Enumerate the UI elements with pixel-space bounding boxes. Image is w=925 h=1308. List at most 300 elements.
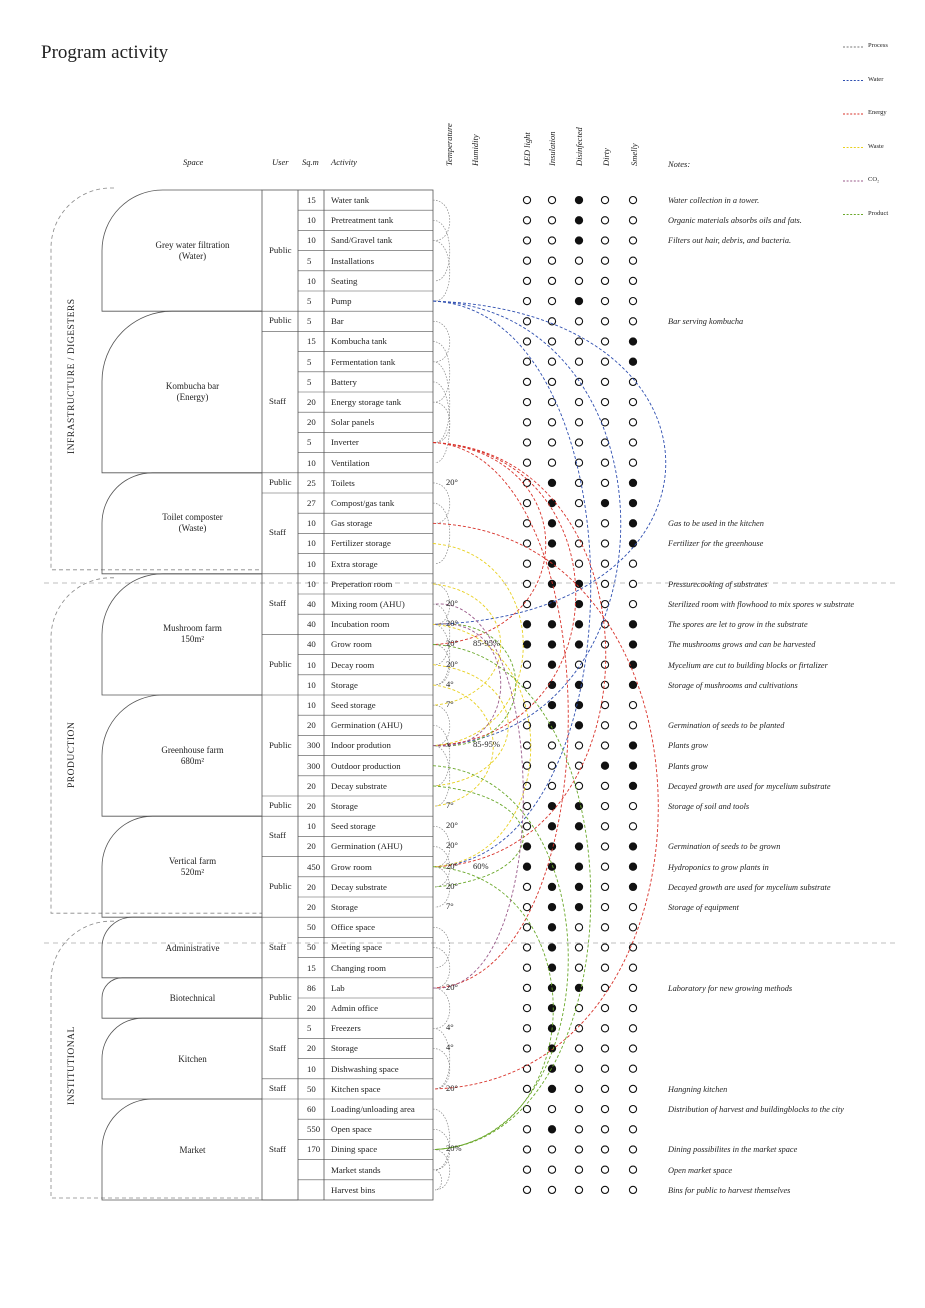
- indicator-dot: [601, 318, 608, 325]
- indicator-dot: [575, 924, 582, 931]
- space-sub: 680m²: [180, 755, 205, 766]
- indicator-dot: [523, 924, 530, 931]
- indicator-dot: [548, 540, 555, 547]
- space-6: [130, 943, 255, 954]
- indicator-dot: [629, 621, 636, 628]
- indicator-dot: [548, 742, 555, 749]
- indicator-dot: [629, 298, 636, 305]
- indicator-dot: [548, 399, 555, 406]
- indicator-dot: [548, 762, 555, 769]
- header-smelly: Smelly: [629, 143, 639, 166]
- activity-cell: Incubation room: [331, 619, 390, 630]
- section-label-2: INSTITUTIONAL: [67, 1025, 77, 1105]
- legend-label-4: CO₂: [868, 176, 880, 183]
- indicator-dot: [575, 318, 582, 325]
- flow-arc-4: [433, 443, 576, 746]
- indicator-dot: [601, 459, 608, 466]
- activity-cell: Admin office: [331, 1003, 378, 1013]
- temperature-value: 7°: [446, 800, 454, 810]
- indicator-dot: [629, 1005, 636, 1012]
- indicator-dot: [629, 984, 636, 991]
- indicator-dot: [548, 1126, 555, 1133]
- space-2: [130, 512, 255, 534]
- legend-label-1: Water: [868, 75, 884, 83]
- temperature-value: 20°: [446, 981, 458, 992]
- user-cell: Staff: [269, 1143, 286, 1154]
- indicator-dot: [548, 197, 555, 204]
- note-text: Storage of mushrooms and cultivations: [668, 680, 798, 690]
- indicator-dot: [548, 681, 555, 688]
- activity-cell: Toilets: [331, 477, 355, 488]
- indicator-dot: [601, 338, 608, 345]
- space-name: Administrative: [165, 942, 220, 953]
- indicator-dot: [523, 823, 530, 830]
- indicator-dot: [601, 601, 608, 608]
- process-arc: [433, 342, 450, 403]
- indicator-dot: [601, 702, 608, 709]
- indicator-dot: [548, 904, 555, 911]
- indicator-dot: [523, 1186, 530, 1193]
- indicator-dot: [601, 479, 608, 486]
- user-cell: Staff: [269, 1042, 286, 1053]
- activity-cell: Decay substrate: [331, 780, 387, 791]
- activity-cell: Fertilizer storage: [331, 538, 391, 549]
- indicator-dot: [548, 964, 555, 971]
- activity-cell: Grow room: [331, 861, 372, 872]
- indicator-dot: [575, 338, 582, 345]
- indicator-dot: [601, 439, 608, 446]
- indicator-dot: [629, 601, 636, 608]
- space-name: Grey water filtration: [155, 239, 230, 250]
- indicator-dot: [523, 338, 530, 345]
- indicator-dot: [629, 762, 636, 769]
- sqm-cell: 20: [307, 841, 316, 852]
- indicator-dot: [523, 1025, 530, 1032]
- sqm-cell: 300: [307, 740, 321, 751]
- indicator-dot: [629, 338, 636, 345]
- indicator-dot: [523, 378, 530, 385]
- indicator-dot: [601, 580, 608, 587]
- activity-cell: Preperation room: [331, 578, 393, 589]
- user-cell: Staff: [269, 598, 286, 609]
- indicator-dot: [523, 479, 530, 486]
- sqm-cell: 20: [307, 1043, 316, 1054]
- indicator-dot: [523, 500, 530, 507]
- indicator-dot: [601, 560, 608, 567]
- indicator-dot: [601, 863, 608, 870]
- temperature-value: 4°: [446, 1042, 454, 1053]
- indicator-dot: [523, 1126, 530, 1133]
- indicator-dot: [523, 580, 530, 587]
- indicator-dot: [548, 257, 555, 264]
- indicator-dot: [548, 1166, 555, 1173]
- temperature-value: 4°: [446, 678, 454, 689]
- space-0: [130, 240, 255, 262]
- sqm-cell: 40: [307, 639, 316, 650]
- indicator-dot: [629, 924, 636, 931]
- sqm-cell: 10: [307, 457, 316, 468]
- activity-cell: Storage: [331, 1043, 358, 1054]
- activity-cell: Outdoor production: [331, 760, 401, 771]
- activity-cell: Pump: [331, 296, 352, 306]
- indicator-dot: [523, 964, 530, 971]
- indicator-dot: [575, 419, 582, 426]
- activity-cell: Seating: [331, 275, 358, 286]
- indicator-dot: [548, 924, 555, 931]
- indicator-dot: [523, 641, 530, 648]
- space-9: [130, 1145, 255, 1156]
- sqm-cell: 15: [307, 336, 316, 347]
- indicator-dot: [629, 681, 636, 688]
- indicator-dot: [601, 277, 608, 284]
- sqm-cell: 20: [307, 902, 316, 912]
- temperature-value: 7°: [446, 699, 454, 709]
- indicator-dot: [575, 257, 582, 264]
- indicator-dot: [575, 500, 582, 507]
- indicator-dot: [629, 661, 636, 668]
- note-text: Bins for public to harvest themselves: [668, 1185, 791, 1195]
- activity-cell: Extra storage: [331, 558, 378, 569]
- indicator-dot: [629, 318, 636, 325]
- temperature-value: 20°: [446, 820, 458, 831]
- note-text: Hangning kitchen: [668, 1084, 728, 1094]
- space-sub: (Energy): [176, 392, 209, 402]
- user-cell: Public: [269, 658, 292, 669]
- space-name: Mushroom farm: [163, 623, 222, 634]
- indicator-dot: [601, 621, 608, 628]
- process-arc: [433, 604, 450, 665]
- header-led: LED light: [522, 132, 532, 166]
- indicator-dot: [523, 1085, 530, 1092]
- indicator-dot: [523, 984, 530, 991]
- indicator-dot: [523, 358, 530, 365]
- indicator-dot: [575, 217, 582, 224]
- process-arc: [433, 503, 450, 564]
- indicator-dot: [523, 681, 530, 688]
- indicator-dot: [523, 459, 530, 466]
- space-3: [130, 623, 255, 645]
- indicator-dot: [523, 883, 530, 890]
- sqm-cell: 15: [307, 962, 316, 973]
- note-text: The mushrooms grows and can be harvested: [668, 640, 816, 650]
- indicator-dot: [548, 439, 555, 446]
- indicator-dot: [629, 378, 636, 385]
- indicator-dot: [629, 641, 636, 648]
- indicator-dot: [629, 1166, 636, 1173]
- indicator-dot: [523, 560, 530, 567]
- indicator-dot: [601, 823, 608, 830]
- space-7: [130, 993, 255, 1004]
- sqm-cell: 10: [307, 659, 316, 670]
- indicator-dot: [548, 863, 555, 870]
- indicator-dot: [629, 803, 636, 810]
- indicator-dot: [575, 439, 582, 446]
- indicator-dot: [575, 1045, 582, 1052]
- user-cell: Public: [269, 992, 292, 1002]
- page-title: Program activity: [41, 42, 169, 63]
- header-notes: Notes:: [668, 159, 691, 169]
- indicator-dot: [523, 197, 530, 204]
- indicator-dot: [601, 1106, 608, 1113]
- sqm-cell: 25: [307, 477, 316, 488]
- indicator-dot: [629, 1106, 636, 1113]
- activity-cell: Solar panels: [331, 417, 375, 428]
- sqm-cell: 10: [307, 558, 316, 569]
- note-text: Storage of soil and tools: [668, 802, 750, 811]
- indicator-dot: [523, 439, 530, 446]
- indicator-dot: [575, 621, 582, 628]
- indicator-dot: [548, 641, 555, 648]
- activity-cell: Decay substrate: [331, 881, 387, 892]
- process-arc: [433, 382, 450, 463]
- indicator-dot: [548, 1186, 555, 1193]
- sqm-cell: 10: [307, 679, 316, 690]
- header-user: User: [272, 157, 289, 167]
- activity-cell: Dining space: [331, 1144, 378, 1155]
- legend-label-0: Process: [868, 42, 888, 49]
- activity-cell: Ventilation: [331, 457, 370, 468]
- indicator-dot: [575, 742, 582, 749]
- indicator-dot: [601, 1045, 608, 1052]
- indicator-dot: [548, 1065, 555, 1072]
- legend-label-2: Energy: [868, 109, 887, 116]
- sqm-cell: 10: [307, 275, 316, 286]
- process-arc: [433, 402, 450, 442]
- temperature-value: 20°: [446, 658, 458, 669]
- sqm-cell: 10: [307, 821, 316, 832]
- note-text: Plants grow: [668, 741, 709, 751]
- indicator-dot: [601, 197, 608, 204]
- header-humidity: Humidity: [470, 134, 480, 166]
- indicator-dot: [629, 439, 636, 446]
- indicator-dot: [548, 277, 555, 284]
- sqm-cell: 10: [307, 235, 316, 246]
- indicator-dot: [548, 520, 555, 527]
- header-activity: Activity: [331, 157, 357, 167]
- sqm-cell: 10: [307, 578, 316, 589]
- activity-cell: Storage: [331, 801, 358, 811]
- note-text: Laboratory for new growing methods: [668, 983, 793, 993]
- indicator-dot: [523, 318, 530, 325]
- indicator-dot: [548, 883, 555, 890]
- indicator-dot: [575, 277, 582, 284]
- header-insulation: Insulation: [547, 131, 557, 166]
- indicator-dot: [523, 803, 530, 810]
- indicator-dot: [601, 883, 608, 890]
- indicator-dot: [575, 1126, 582, 1133]
- humidity-value: 85-95%: [473, 739, 500, 750]
- indicator-dot: [629, 1146, 636, 1153]
- indicator-dot: [629, 197, 636, 204]
- space-5: [130, 856, 255, 878]
- indicator-dot: [601, 722, 608, 729]
- temperature-value: 20°: [446, 840, 458, 851]
- activity-cell: Changing room: [331, 962, 386, 973]
- sqm-cell: 5: [307, 255, 312, 266]
- indicator-dot: [601, 1166, 608, 1173]
- space-4: [130, 745, 255, 767]
- sqm-cell: 170: [307, 1144, 321, 1155]
- space-sub: (Water): [178, 250, 207, 261]
- indicator-dot: [548, 479, 555, 486]
- indicator-dot: [629, 702, 636, 709]
- indicator-dot: [629, 1045, 636, 1052]
- sqm-cell: 20: [307, 720, 316, 731]
- indicator-dot: [575, 1186, 582, 1193]
- activity-cell: Mixing room (AHU): [331, 599, 405, 609]
- indicator-dot: [575, 1106, 582, 1113]
- user-cell: Staff: [269, 941, 286, 952]
- indicator-dot: [601, 964, 608, 971]
- indicator-dot: [629, 500, 636, 507]
- indicator-dot: [629, 560, 636, 567]
- indicator-dot: [575, 520, 582, 527]
- indicator-dot: [523, 237, 530, 244]
- indicator-dot: [575, 1085, 582, 1092]
- space-name: Greenhouse farm: [161, 744, 224, 755]
- indicator-dot: [575, 237, 582, 244]
- flow-arc-6: [433, 523, 658, 1089]
- indicator-dot: [523, 1045, 530, 1052]
- activity-cell: Office space: [331, 922, 376, 933]
- user-cell: Staff: [269, 396, 286, 407]
- indicator-dot: [629, 1085, 636, 1092]
- indicator-dot: [601, 803, 608, 810]
- indicator-dot: [601, 762, 608, 769]
- sqm-cell: 50: [307, 922, 316, 933]
- activity-cell: Germination (AHU): [331, 720, 403, 731]
- note-text: Distribution of harvest and buildingblocks to the city: [668, 1105, 844, 1114]
- note-text: Water collection in a tower.: [668, 196, 760, 205]
- user-cell: Public: [269, 800, 292, 811]
- activity-cell: Grow room: [331, 639, 372, 650]
- process-arc: [433, 241, 450, 302]
- activity-cell: Dishwashing space: [331, 1063, 399, 1074]
- note-text: Bar serving kombucha: [668, 317, 744, 327]
- indicator-dot: [601, 217, 608, 224]
- indicator-dot: [575, 883, 582, 890]
- indicator-dot: [575, 1166, 582, 1173]
- indicator-dot: [629, 843, 636, 850]
- indicator-dot: [523, 661, 530, 668]
- activity-cell: Kitchen space: [331, 1083, 381, 1094]
- activity-cell: Bar: [331, 316, 344, 327]
- space-1: [130, 381, 255, 403]
- indicator-dot: [523, 399, 530, 406]
- indicator-dot: [548, 1005, 555, 1012]
- indicator-dot: [548, 237, 555, 244]
- sqm-cell: 20: [307, 1003, 316, 1013]
- indicator-dot: [575, 641, 582, 648]
- process-arc: [433, 927, 450, 967]
- temperature-value: 20°: [446, 1082, 458, 1093]
- section-label-0: INFRASTRUCTURE / DIGESTERS: [67, 298, 77, 454]
- sqm-cell: 10: [307, 700, 316, 710]
- space-name: Toilet composter: [162, 512, 223, 523]
- indicator-dot: [548, 1085, 555, 1092]
- indicator-dot: [548, 378, 555, 385]
- temperature-value: 20°: [446, 598, 458, 608]
- space-name: Biotechnical: [169, 993, 216, 1003]
- temperature-value: 20°: [446, 638, 458, 649]
- indicator-dot: [548, 217, 555, 224]
- indicator-dot: [601, 1065, 608, 1072]
- indicator-dot: [523, 944, 530, 951]
- user-cell: Public: [269, 880, 292, 891]
- sqm-cell: 10: [307, 1063, 316, 1074]
- sqm-cell: 20: [307, 881, 316, 892]
- sqm-cell: 10: [307, 518, 316, 529]
- indicator-dot: [629, 257, 636, 264]
- note-text: Gas to be used in the kitchen: [668, 519, 764, 529]
- indicator-dot: [548, 419, 555, 426]
- indicator-dot: [523, 742, 530, 749]
- indicator-dot: [548, 944, 555, 951]
- indicator-dot: [629, 863, 636, 870]
- indicator-dot: [548, 298, 555, 305]
- activity-cell: Decay room: [331, 659, 375, 670]
- indicator-dot: [523, 621, 530, 628]
- sqm-cell: 10: [307, 538, 316, 549]
- activity-cell: Market stands: [331, 1164, 381, 1175]
- note-text: Decayed growth are used for mycelium substrate: [668, 781, 831, 791]
- indicator-dot: [575, 964, 582, 971]
- indicator-dot: [629, 1186, 636, 1193]
- indicator-dot: [575, 762, 582, 769]
- header-sqm: Sq.m: [302, 157, 319, 167]
- note-text: Plants grow: [668, 761, 709, 771]
- indicator-dot: [575, 358, 582, 365]
- indicator-dot: [575, 823, 582, 830]
- sqm-cell: 40: [307, 619, 316, 630]
- indicator-dot: [575, 803, 582, 810]
- indicator-dot: [629, 540, 636, 547]
- header-disinfected: Disinfected: [574, 127, 584, 166]
- indicator-dot: [575, 863, 582, 870]
- sqm-cell: 5: [307, 316, 312, 327]
- indicator-dot: [523, 419, 530, 426]
- note-text: Pressurecooking of substrates: [668, 579, 768, 589]
- user-cell: Public: [269, 244, 292, 255]
- note-text: Sterilized room with flowhood to mix spores w substrate: [668, 600, 855, 609]
- indicator-dot: [629, 823, 636, 830]
- user-cell: Staff: [269, 527, 286, 538]
- space-sub: (Waste): [178, 523, 207, 534]
- indicator-dot: [601, 358, 608, 365]
- note-text: Decayed growth are used for mycelium substrate: [668, 882, 831, 892]
- sqm-cell: 50: [307, 942, 316, 953]
- note-text: Germination of seeds to be planted: [668, 721, 785, 731]
- indicator-dot: [601, 1146, 608, 1153]
- indicator-dot: [548, 823, 555, 830]
- indicator-dot: [575, 944, 582, 951]
- legend-label-3: Waste: [868, 142, 884, 150]
- indicator-dot: [629, 237, 636, 244]
- note-text: Organic materials absorbs oils and fats.: [668, 216, 802, 226]
- indicator-dot: [601, 843, 608, 850]
- user-cell: Staff: [269, 1082, 286, 1093]
- indicator-dot: [548, 1106, 555, 1113]
- user-cell: Public: [269, 315, 292, 326]
- process-arc: [433, 746, 450, 807]
- indicator-dot: [548, 803, 555, 810]
- activity-cell: Water tank: [331, 195, 370, 205]
- flow-arc-10: [433, 665, 508, 786]
- indicator-dot: [629, 1025, 636, 1032]
- indicator-dot: [601, 237, 608, 244]
- temperature-value: 7°: [446, 901, 454, 911]
- process-arc: [433, 362, 450, 443]
